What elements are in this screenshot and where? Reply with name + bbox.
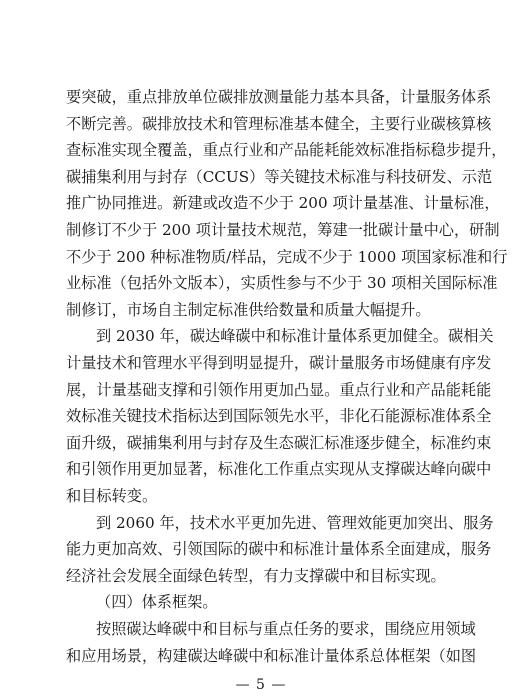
text-line: 展，计量基础支撑和引领作用更加凸显。重点行业和产品能耗能: [66, 380, 492, 399]
text-line: 和引领作用更加显著，标准化工作重点实现从支撑碳达峰向碳中: [66, 460, 492, 479]
text-line: 和目标转变。: [66, 487, 158, 505]
text-line: 计量技术和管理水平得到明显提升，碳计量服务市场健康有序发: [66, 354, 492, 372]
text-line: 推广协同推进。新建或改造不少于 200 项计量基准、计量标准，: [66, 194, 500, 213]
section-heading: （四）体系框架。: [96, 593, 218, 612]
text-line: 面升级，碳捕集利用与封存及生态碳汇标准逐步健全，标准约束: [66, 433, 492, 452]
text-line: 业标准（包括外文版本），实质性参与不少于 30 项相关国际标准: [66, 274, 498, 293]
text-line: 查标准实现全覆盖，重点行业和产品能耗能效标准指标稳步提升，: [66, 141, 507, 160]
text-line: 经济社会发展全面绿色转型，有力支撑碳中和目标实现。: [66, 566, 446, 585]
text-line: 制修订，市场自主制定标准供给数量和质量大幅提升。: [66, 300, 431, 319]
text-line: 效标准关键技术指标达到国际领先水平，非化石能源标准体系全: [66, 407, 492, 426]
text-line: 和应用场景，构建碳达峰碳中和标准计量体系总体框架（如图: [66, 646, 477, 665]
text-line: 制修订不少于 200 项计量技术规范，筹建一批碳计量中心，研制: [66, 221, 500, 239]
paragraph-start-2060: 到 2060 年，技术水平更加先进、管理效能更加突出、服务: [96, 513, 494, 532]
text-line: 碳捕集利用与封存（CCUS）等关键技术标准与科技研发、示范: [66, 167, 493, 186]
text-line: 不少于 200 种标准物质/样品，完成不少于 1000 项国家标准和行: [66, 247, 508, 266]
paragraph-start-framework: 按照碳达峰碳中和目标与重点任务的要求，围绕应用领域: [96, 620, 476, 638]
text-line: 能力更加高效、引领国际的碳中和标准计量体系全面建成，服务: [66, 540, 492, 559]
page-number: — 5 —: [235, 677, 287, 693]
paragraph-start-2030: 到 2030 年，碳达峰碳中和标准计量体系更加健全。碳相关: [96, 327, 494, 346]
text-line: 不断完善。碳排放技术和管理标准基本健全，主要行业碳核算核: [66, 114, 492, 133]
text-line: 要突破，重点排放单位碳排放测量能力基本具备，计量服务体系: [66, 88, 492, 106]
